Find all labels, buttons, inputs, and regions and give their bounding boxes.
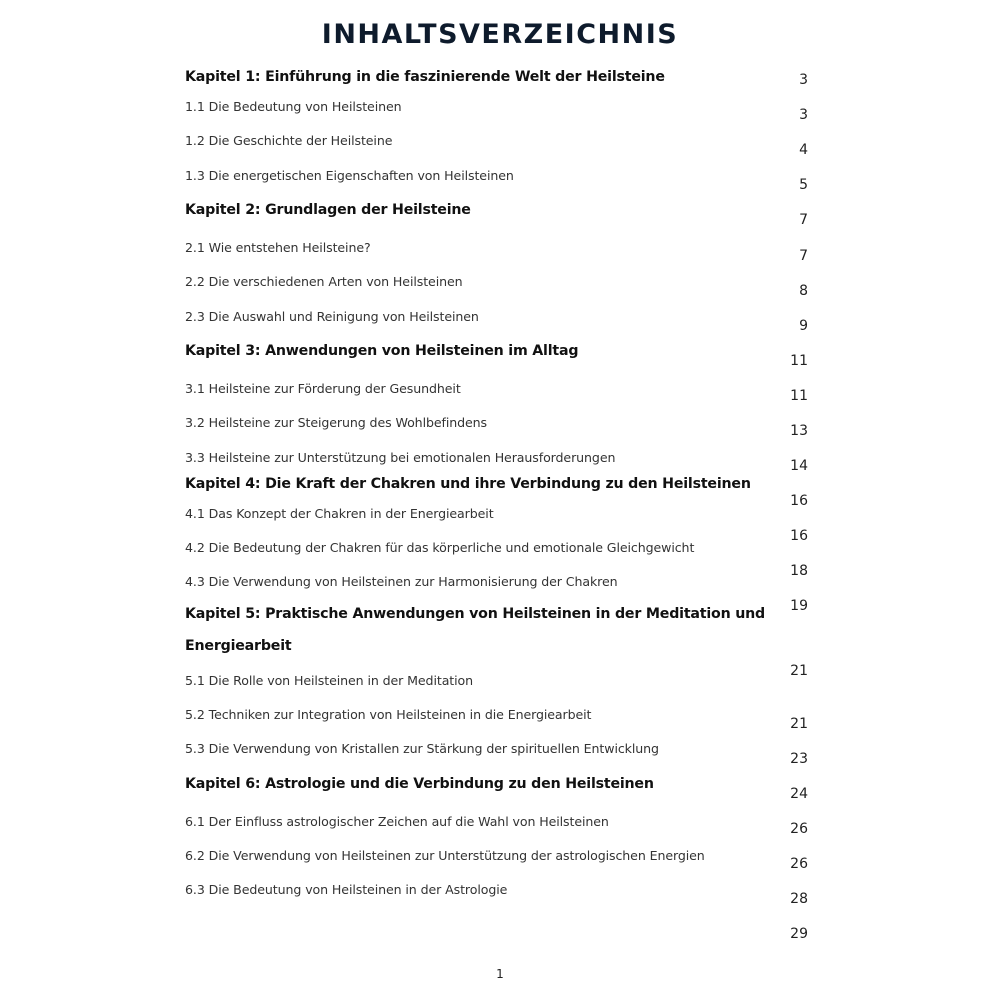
- page-number: 29: [790, 926, 808, 942]
- page-number: 19: [790, 598, 808, 614]
- page-number: 14: [790, 458, 808, 474]
- page-number: 16: [790, 493, 808, 509]
- page-number: 26: [790, 856, 808, 872]
- page-number: 7: [799, 248, 808, 264]
- toc-chapter-6: Kapitel 6: Astrologie und die Verbindung zu den Heilsteinen: [185, 776, 654, 792]
- toc-section-5-2: 5.2 Techniken zur Integration von Heilsteinen in die Energiearbeit: [185, 707, 592, 722]
- toc-section-4-3: 4.3 Die Verwendung von Heilsteinen zur Harmonisierung der Chakren: [185, 574, 618, 589]
- toc-section-3-2: 3.2 Heilsteine zur Steigerung des Wohlbefindens: [185, 415, 488, 430]
- toc-chapter-4: Kapitel 4: Die Kraft der Chakren und ihre Verbindung zu den Heilsteinen: [185, 476, 751, 492]
- toc-section-2-3: 2.3 Die Auswahl und Reinigung von Heilsteinen: [185, 309, 479, 324]
- page-number: 16: [790, 528, 808, 544]
- page-number: 21: [790, 663, 808, 679]
- page-number: 28: [790, 891, 808, 907]
- page-number: 26: [790, 821, 808, 837]
- page-number: 11: [790, 353, 808, 369]
- toc-title: INHALTSVERZEICHNIS: [321, 19, 679, 50]
- toc-section-4-2: 4.2 Die Bedeutung der Chakren für das körperliche und emotionale Gleichgewicht: [185, 540, 695, 555]
- toc-section-4-1: 4.1 Das Konzept der Chakren in der Energiearbeit: [185, 506, 494, 521]
- toc-section-6-3: 6.3 Die Bedeutung von Heilsteinen in der Astrologie: [185, 882, 508, 897]
- page-number: 4: [799, 142, 808, 158]
- page-number: 24: [790, 786, 808, 802]
- toc-section-2-2: 2.2 Die verschiedenen Arten von Heilsteinen: [185, 274, 463, 289]
- toc-chapter-2: Kapitel 2: Grundlagen der Heilsteine: [185, 202, 471, 218]
- toc-section-5-3: 5.3 Die Verwendung von Kristallen zur Stärkung der spirituellen Entwicklung: [185, 741, 659, 756]
- toc-section-6-1: 6.1 Der Einfluss astrologischer Zeichen auf die Wahl von Heilsteinen: [185, 814, 609, 829]
- toc-section-1-3: 1.3 Die energetischen Eigenschaften von Heilsteinen: [185, 168, 514, 183]
- page-number: 5: [799, 177, 808, 193]
- page-number: 3: [799, 107, 808, 123]
- page-number: 13: [790, 423, 808, 439]
- toc-section-6-2: 6.2 Die Verwendung von Heilsteinen zur Unterstützung der astrologischen Energien: [185, 848, 705, 863]
- toc-section-3-3: 3.3 Heilsteine zur Unterstützung bei emotionalen Herausforderungen: [185, 450, 616, 465]
- toc-section-1-2: 1.2 Die Geschichte der Heilsteine: [185, 133, 393, 148]
- toc-chapter-3: Kapitel 3: Anwendungen von Heilsteinen im Alltag: [185, 343, 579, 359]
- page-number: 23: [790, 751, 808, 767]
- toc-section-3-1: 3.1 Heilsteine zur Förderung der Gesundheit: [185, 381, 461, 396]
- page-number: 21: [790, 716, 808, 732]
- page-number: 9: [799, 318, 808, 334]
- toc-section-1-1: 1.1 Die Bedeutung von Heilsteinen: [185, 99, 402, 114]
- toc-chapter-1: Kapitel 1: Einführung in die faszinierende Welt der Heilsteine: [185, 69, 665, 85]
- page-number: 3: [799, 72, 808, 88]
- page-number: 18: [790, 563, 808, 579]
- toc-section-5-1: 5.1 Die Rolle von Heilsteinen in der Meditation: [185, 673, 474, 688]
- page-number: 7: [799, 212, 808, 228]
- toc-chapter-5: Kapitel 5: Praktische Anwendungen von Heilsteinen in der Meditation und: [185, 606, 765, 622]
- footer-page-number: 1: [496, 967, 504, 981]
- page-number: 11: [790, 388, 808, 404]
- page-number: 8: [799, 283, 808, 299]
- toc-chapter-5-continued: Energiearbeit: [185, 638, 292, 654]
- toc-section-2-1: 2.1 Wie entstehen Heilsteine?: [185, 240, 371, 255]
